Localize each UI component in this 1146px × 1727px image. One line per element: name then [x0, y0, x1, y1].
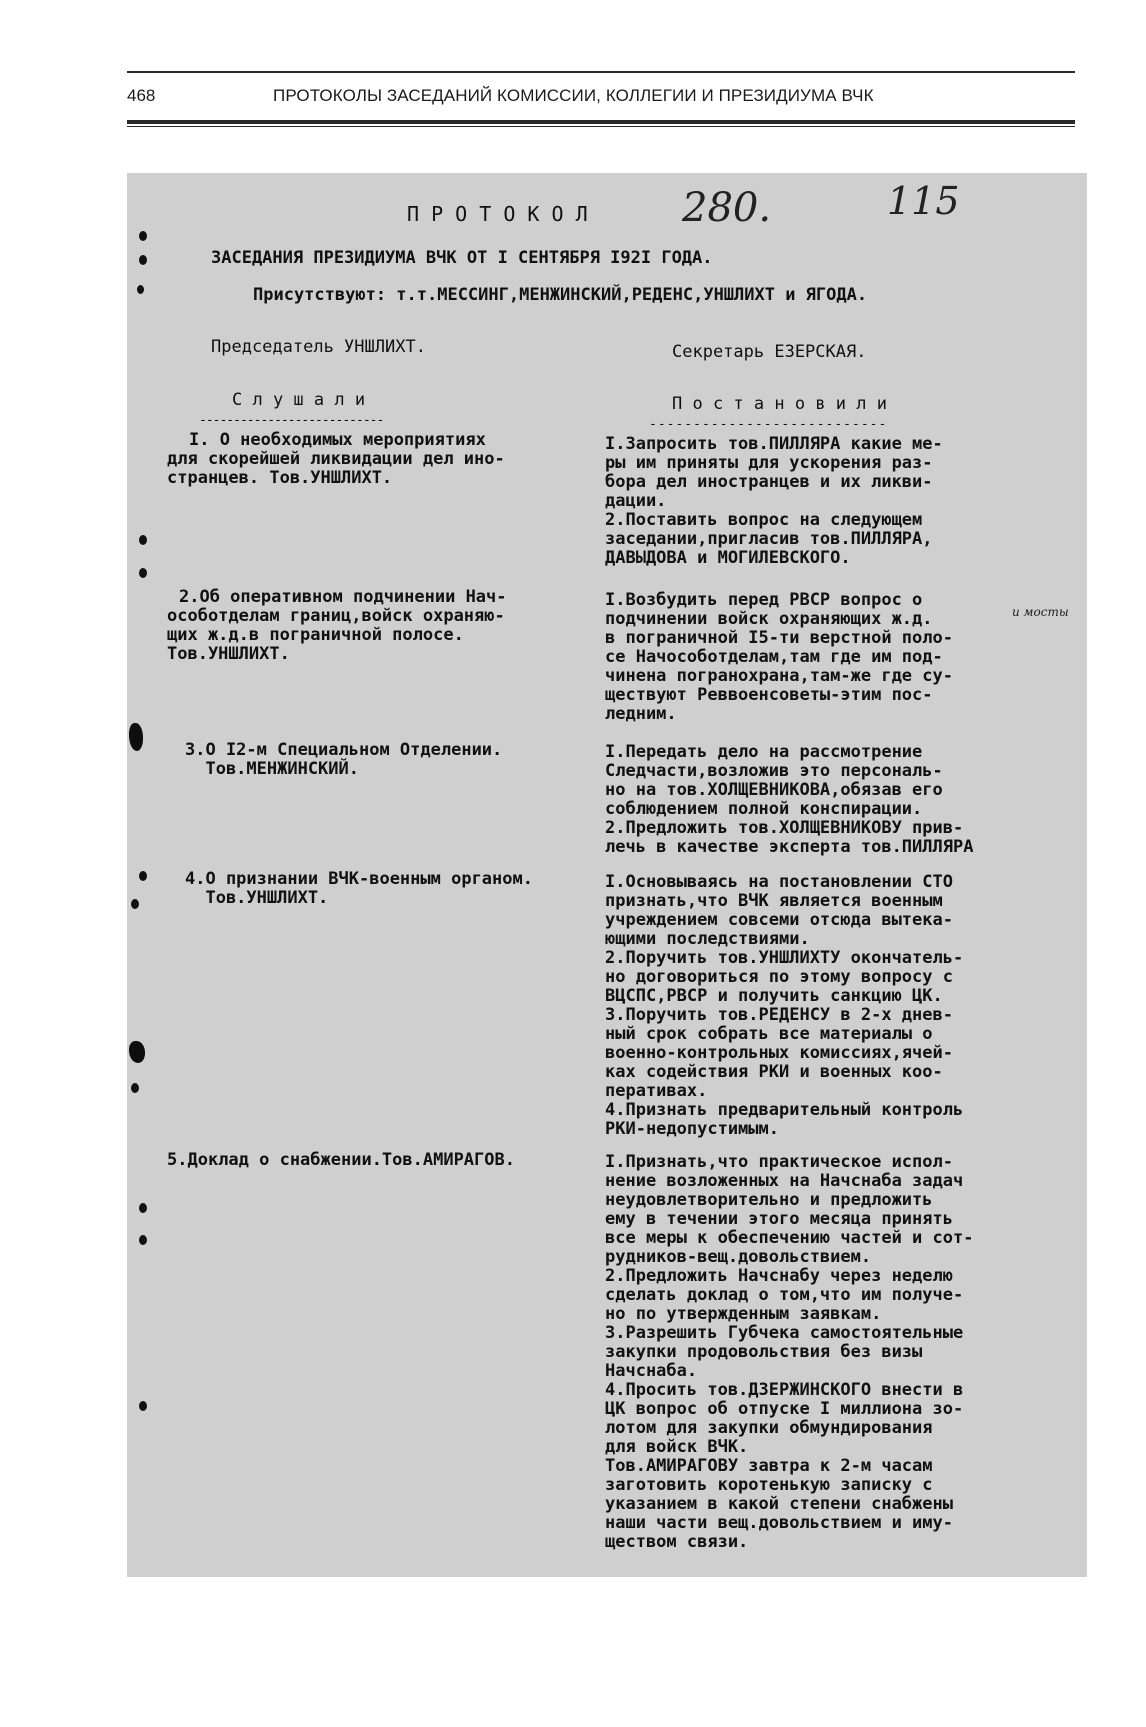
text-line: признать,что ВЧК является военным: [605, 891, 943, 911]
text-line: Следчасти,возложив это персональ-: [605, 761, 943, 781]
page-number: 468: [127, 86, 156, 105]
text-line: особотделам границ,войск охраняю-: [167, 606, 505, 626]
text-line: для скорейшей ликвидации дел ино-: [167, 449, 505, 469]
text-line: I. О необходимых мероприятиях: [189, 430, 486, 450]
text-line: I.Основываясь на постановлении СТО: [605, 872, 953, 892]
text-line: для войск ВЧК.: [605, 1437, 749, 1457]
handwritten-sheet-number: 115: [887, 179, 960, 223]
text-line: наши части вещ.довольствием и иму-: [605, 1513, 953, 1533]
ink-blot: [129, 723, 143, 751]
running-title: ПРОТОКОЛЫ ЗАСЕДАНИЙ КОМИССИИ, КОЛЛЕГИИ И ПРЕЗИДИУМА ВЧК: [273, 86, 874, 105]
document-title: П Р О Т О К О Л: [407, 202, 588, 226]
text-line: лечь в качестве эксперта тов.ПИЛЛЯРА: [605, 837, 974, 857]
header-rule-thin: [127, 126, 1075, 127]
punch-hole: [139, 871, 147, 881]
text-line: 3.Разрешить Губчека самостоятельные: [605, 1323, 964, 1343]
text-line: бора дел иностранцев и их ликви-: [605, 472, 933, 492]
text-line: ществом связи.: [605, 1532, 749, 1552]
item-3-heard: [185, 741, 502, 779]
text-line: 3.О I2-м Специальном Отделении.: [185, 740, 503, 760]
text-line: РКИ-недопустимым.: [605, 1119, 779, 1139]
text-line: Тов.УНШЛИХТ.: [167, 644, 290, 664]
header-rule-thick: [127, 120, 1075, 124]
text-line: I.Передать дело на рассмотрение: [605, 742, 923, 762]
text-line: закупки продовольствия без визы: [605, 1342, 923, 1362]
item-4-resolved: [605, 873, 963, 1139]
text-line: ющими последствиями.: [605, 929, 810, 949]
heading-heard-underline: ---------------------------: [199, 413, 384, 428]
handwritten-insert: и мосты: [1012, 605, 1069, 619]
heading-resolved-underline: ---------------------------: [649, 417, 888, 432]
item-4-heard: [185, 870, 533, 908]
text-line: ему в течении этого месяца принять: [605, 1209, 953, 1229]
text-line: 5.Доклад о снабжении.Тов.АМИРАГОВ.: [167, 1150, 515, 1170]
item-5-resolved: [605, 1153, 973, 1552]
text-line: учреждением совсеми отсюда вытека-: [605, 910, 953, 930]
scanned-document: [127, 173, 1087, 1577]
text-line: дации.: [605, 491, 667, 511]
text-line: 4.О признании ВЧК-военным органом.: [185, 869, 533, 889]
text-line: I.Возбудить перед РВСР вопрос о: [605, 590, 923, 610]
punch-hole: [137, 285, 144, 294]
handwritten-protocol-number: 280.: [682, 185, 772, 231]
item-3-resolved: [605, 743, 973, 857]
punch-hole: [139, 1401, 147, 1411]
item-2-heard: [167, 588, 505, 664]
text-line: 2.Поставить вопрос на следующем: [605, 510, 923, 530]
text-line: перативах.: [605, 1081, 708, 1101]
punch-hole: [139, 255, 147, 265]
text-line: чинена погранохрана,там-же где су-: [605, 666, 953, 686]
heading-heard: С л у ш а л и: [232, 390, 366, 410]
text-line: в пограничной I5-ти верстной поло-: [605, 628, 953, 648]
punch-hole: [139, 231, 147, 241]
top-rule: [127, 71, 1075, 73]
text-line: 2.Поручить тов.УНШЛИХТУ окончатель-: [605, 948, 964, 968]
punch-hole: [131, 1083, 139, 1093]
text-line: ВЦСПС,РВСР и получить санкцию ЦК.: [605, 986, 943, 1006]
item-5-heard: [167, 1151, 515, 1170]
text-line: Тов.МЕНЖИНСКИЙ.: [185, 759, 359, 779]
text-line: ществуют Реввоенсоветы-этим пос-: [605, 685, 933, 705]
text-line: ках содействия РКИ и военных коо-: [605, 1062, 943, 1082]
text-line: соблюдением полной конспирации.: [605, 799, 923, 819]
text-line: военно-контрольных комиссиях,ячей-: [605, 1043, 953, 1063]
item-1-heard: [167, 431, 505, 488]
text-line: 3.Поручить тов.РЕДЕНСУ в 2-х днев-: [605, 1005, 953, 1025]
page-header: [127, 86, 1075, 112]
text-line: но на тов.ХОЛЩЕВНИКОВА,обязав его: [605, 780, 943, 800]
text-line: 4.Признать предварительный контроль: [605, 1100, 964, 1120]
text-line: подчинении войск охраняющих ж.д.: [605, 609, 933, 629]
text-line: 2.Об оперативном подчинении Нач-: [179, 587, 507, 607]
text-line: лотом для закупки обмундирования: [605, 1418, 933, 1438]
heading-resolved: П о с т а н о в и л и: [672, 394, 887, 414]
text-line: ДАВЫДОВА и МОГИЛЕВСКОГО.: [605, 548, 851, 568]
text-line: но договориться по этому вопросу с: [605, 967, 953, 987]
punch-hole: [139, 1203, 147, 1213]
document-subtitle: ЗАСЕДАНИЯ ПРЕЗИДИУМА ВЧК ОТ I СЕНТЯБРЯ I92I ГОДА.: [211, 248, 713, 268]
text-line: сделать доклад о том,что им получе-: [605, 1285, 964, 1305]
punch-hole: [139, 568, 147, 578]
text-line: 4.Просить тов.ДЗЕРЖИНСКОГО внести в: [605, 1380, 964, 1400]
text-line: щих ж.д.в пограничной полосе.: [167, 625, 464, 645]
text-line: указанием в какой степени снабжены: [605, 1494, 953, 1514]
chairman: Председатель УНШЛИХТ.: [211, 337, 426, 357]
text-line: се Начособотделам,там где им под-: [605, 647, 943, 667]
text-line: рудников-вещ.довольствием.: [605, 1247, 872, 1267]
text-line: заседании,пригласив тов.ПИЛЛЯРА,: [605, 529, 933, 549]
item-1-resolved: [605, 435, 943, 568]
text-line: I.Запросить тов.ПИЛЛЯРА какие ме-: [605, 434, 943, 454]
secretary: Секретарь ЕЗЕРСКАЯ.: [672, 342, 867, 362]
punch-hole: [139, 1235, 147, 1245]
text-line: Тов.АМИРАГОВУ завтра к 2-м часам: [605, 1456, 933, 1476]
text-line: ры им приняты для ускорения раз-: [605, 453, 933, 473]
text-line: но по утвержденным заявкам.: [605, 1304, 882, 1324]
punch-hole: [131, 899, 139, 909]
text-line: Начснаба.: [605, 1361, 698, 1381]
punch-hole: [139, 535, 147, 545]
item-2-resolved: [605, 591, 953, 724]
text-line: ный срок собрать все материалы о: [605, 1024, 933, 1044]
text-line: ЦК вопрос об отпуске I миллиона зо-: [605, 1399, 964, 1419]
text-line: 2.Предложить Начснабу через неделю: [605, 1266, 953, 1286]
text-line: неудовлетворительно и предложить: [605, 1190, 933, 1210]
present-line: Присутствуют: т.т.МЕССИНГ,МЕНЖИНСКИЙ,РЕДЕНС,УНШЛИХТ и ЯГОДА.: [253, 285, 868, 305]
text-line: нение возложенных на Начснаба задач: [605, 1171, 964, 1191]
text-line: заготовить коротенькую записку с: [605, 1475, 933, 1495]
text-line: I.Признать,что практическое испол-: [605, 1152, 953, 1172]
ink-blot: [129, 1041, 145, 1063]
text-line: 2.Предложить тов.ХОЛЩЕВНИКОВУ прив-: [605, 818, 964, 838]
text-line: все меры к обеспечению частей и сот-: [605, 1228, 974, 1248]
text-line: ледним.: [605, 704, 677, 724]
text-line: Тов.УНШЛИХТ.: [185, 888, 329, 908]
text-line: странцев. Тов.УНШЛИХТ.: [167, 468, 393, 488]
